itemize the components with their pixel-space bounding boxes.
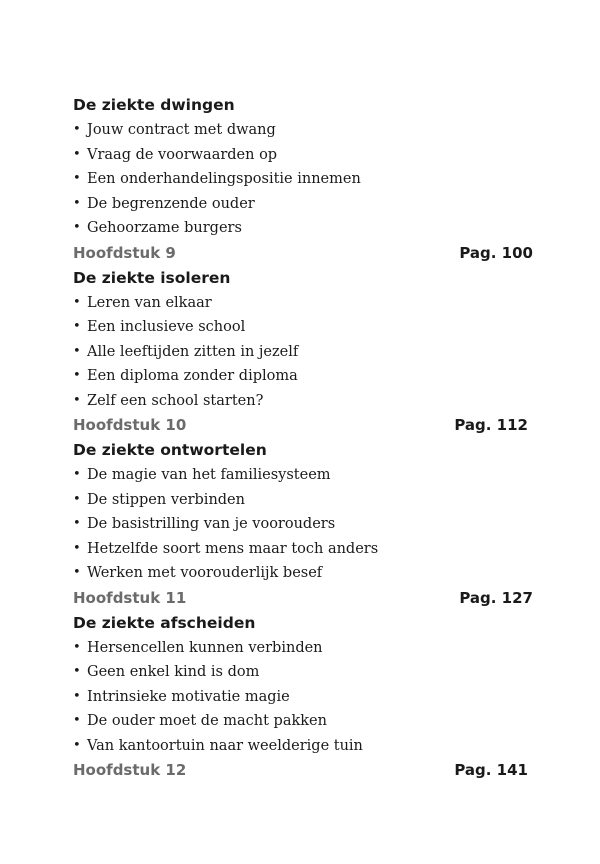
bullet-icon: •: [73, 491, 81, 507]
list-item: • Werken met voorouderlijk besef: [73, 561, 533, 586]
chapter-label: Hoofdstuk 10: [73, 416, 187, 434]
bullet-icon: •: [73, 467, 81, 482]
chapter-page-number: Pag. 141: [454, 761, 528, 779]
list-item: • De magie van het familiesysteem: [73, 463, 533, 488]
bullet-icon: •: [73, 343, 81, 359]
chapter-page-number: Pag. 127: [459, 588, 533, 607]
list-item: • Geen enkel kind is dom: [73, 660, 533, 685]
chapter-page-number: Pag. 112: [454, 416, 528, 434]
table-of-contents: [73, 93, 533, 783]
bullet-icon: •: [73, 713, 81, 728]
list-item: • Vraag de voorwaarden op: [73, 143, 533, 168]
chapter-heading: [73, 758, 528, 783]
toc-section: [73, 611, 533, 784]
chapter-label: Hoofdstuk 12: [73, 761, 187, 779]
bullet-icon: •: [73, 516, 81, 531]
list-item: • De begrenzende ouder: [73, 192, 533, 217]
list-item: • Een onderhandelingspositie innemen: [73, 167, 533, 192]
bullet-icon: •: [73, 565, 81, 580]
section-title: De ziekte isoleren: [73, 268, 231, 287]
bullet-icon: •: [73, 639, 81, 655]
bullet-icon: •: [73, 122, 81, 137]
list-item: • Jouw contract met dwang: [73, 118, 533, 143]
bullet-icon: •: [73, 294, 81, 310]
list-item: • Gehoorzame burgers: [73, 216, 533, 241]
chapter-heading: [73, 413, 528, 438]
bullet-icon: •: [73, 737, 81, 753]
list-item: • Van kantoortuin naar weelderige tuin: [73, 734, 533, 759]
bullet-icon: •: [73, 664, 81, 679]
chapter-heading: [73, 586, 533, 611]
bullet-icon: •: [73, 146, 81, 162]
list-item: • Zelf een school starten?: [73, 389, 533, 414]
section-title: De ziekte ontwortelen: [73, 441, 267, 459]
list-item: • De ouder moet de macht pakken: [73, 709, 533, 734]
toc-section: [73, 93, 533, 266]
list-item: • Een inclusieve school: [73, 315, 533, 340]
chapter-page-number: Pag. 100: [459, 243, 533, 262]
bullet-icon: •: [73, 319, 81, 334]
chapter-heading: [73, 241, 533, 266]
section-title: De ziekte dwingen: [73, 96, 235, 114]
list-item: • Leren van elkaar: [73, 291, 533, 316]
toc-section: [73, 266, 533, 439]
list-item: • Intrinsieke motivatie magie: [73, 685, 533, 710]
list-item: • Een diploma zonder diploma: [73, 364, 533, 389]
bullet-icon: •: [73, 220, 81, 235]
bullet-icon: •: [73, 171, 81, 186]
list-item: • Hersencellen kunnen verbinden: [73, 636, 533, 661]
bullet-icon: •: [73, 368, 81, 383]
bullet-icon: •: [73, 540, 81, 556]
bullet-icon: •: [73, 392, 81, 408]
list-item: • Alle leeftijden zitten in jezelf: [73, 340, 533, 365]
section-title: De ziekte afscheiden: [73, 613, 256, 632]
toc-section: [73, 438, 533, 611]
list-item: • Hetzelfde soort mens maar toch anders: [73, 537, 533, 562]
list-item: • De basistrilling van je voorouders: [73, 512, 533, 537]
bullet-icon: •: [73, 195, 81, 211]
chapter-label: Hoofdstuk 11: [73, 588, 187, 607]
bullet-icon: •: [73, 688, 81, 704]
chapter-label: Hoofdstuk 9: [73, 243, 176, 262]
list-item: • De stippen verbinden: [73, 488, 533, 513]
